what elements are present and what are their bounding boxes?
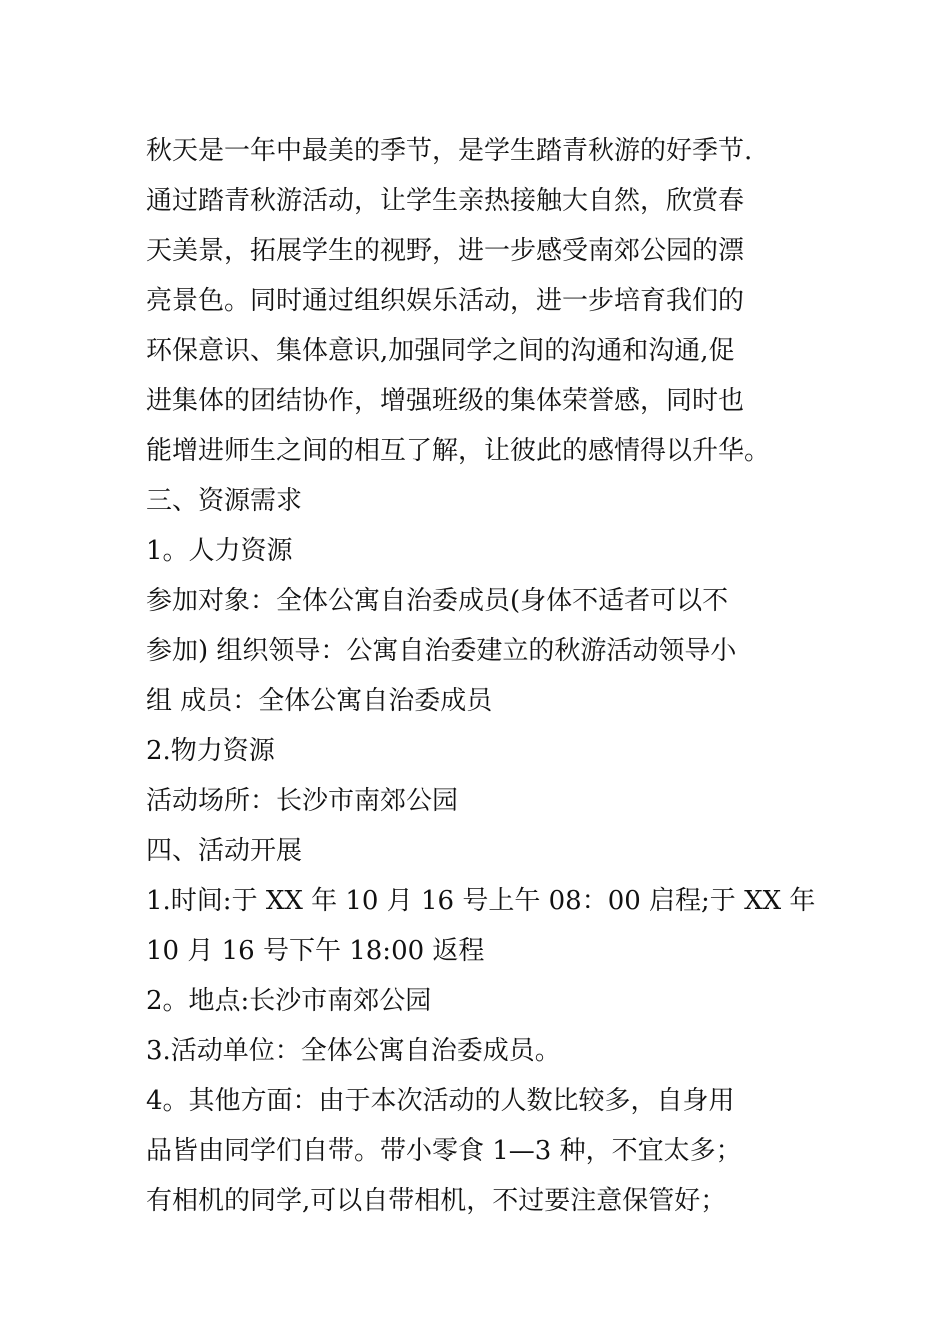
paragraph-line: 进集体的团结协作，增强班级的集体荣誉感，同时也: [146, 386, 745, 416]
paragraph-line: 品皆由同学们自带。带小零食 1—3 种，不宜太多；: [146, 1136, 742, 1166]
paragraph-line: 天美景，拓展学生的视野，进一步感受南郊公园的漂: [146, 236, 745, 266]
section-heading: 三、资源需求: [146, 486, 303, 516]
paragraph-line: 能增进师生之间的相互了解，让彼此的感情得以升华。: [146, 436, 771, 466]
paragraph-line: 组 成员：全体公寓自治委成员: [146, 686, 493, 716]
section-heading: 四、活动开展: [146, 836, 303, 866]
paragraph-line: 有相机的同学,可以自带相机，不过要注意保管好；: [146, 1186, 727, 1216]
paragraph-line: 参加) 组织领导：公寓自治委建立的秋游活动领导小: [146, 636, 737, 666]
paragraph-line: 3.活动单位：全体公寓自治委成员。: [146, 1036, 561, 1066]
paragraph-line: 10 月 16 号下午 18:00 返程: [146, 936, 485, 966]
subsection-heading: 2.物力资源: [146, 736, 275, 766]
paragraph-line: 参加对象：全体公寓自治委成员(身体不适者可以不: [146, 586, 729, 616]
paragraph-line: 通过踏青秋游活动，让学生亲热接触大自然，欣赏春: [146, 186, 745, 216]
paragraph-line: 亮景色。同时通过组织娱乐活动，进一步培育我们的: [146, 286, 745, 316]
paragraph-line: 活动场所：长沙市南郊公园: [146, 786, 459, 816]
subsection-heading: 1。人力资源: [146, 536, 293, 566]
paragraph-line: 1.时间:于 XX 年 10 月 16 号上午 08：00 启程;于 XX 年: [146, 886, 816, 916]
paragraph-line: 秋天是一年中最美的季节，是学生踏青秋游的好季节.: [146, 136, 753, 166]
paragraph-line: 2。地点:长沙市南郊公园: [146, 986, 432, 1016]
paragraph-line: 环保意识、集体意识,加强同学之间的沟通和沟通,促: [146, 336, 735, 366]
document-body: [146, 126, 846, 1226]
paragraph-line: 4。其他方面：由于本次活动的人数比较多，自身用: [146, 1086, 735, 1116]
